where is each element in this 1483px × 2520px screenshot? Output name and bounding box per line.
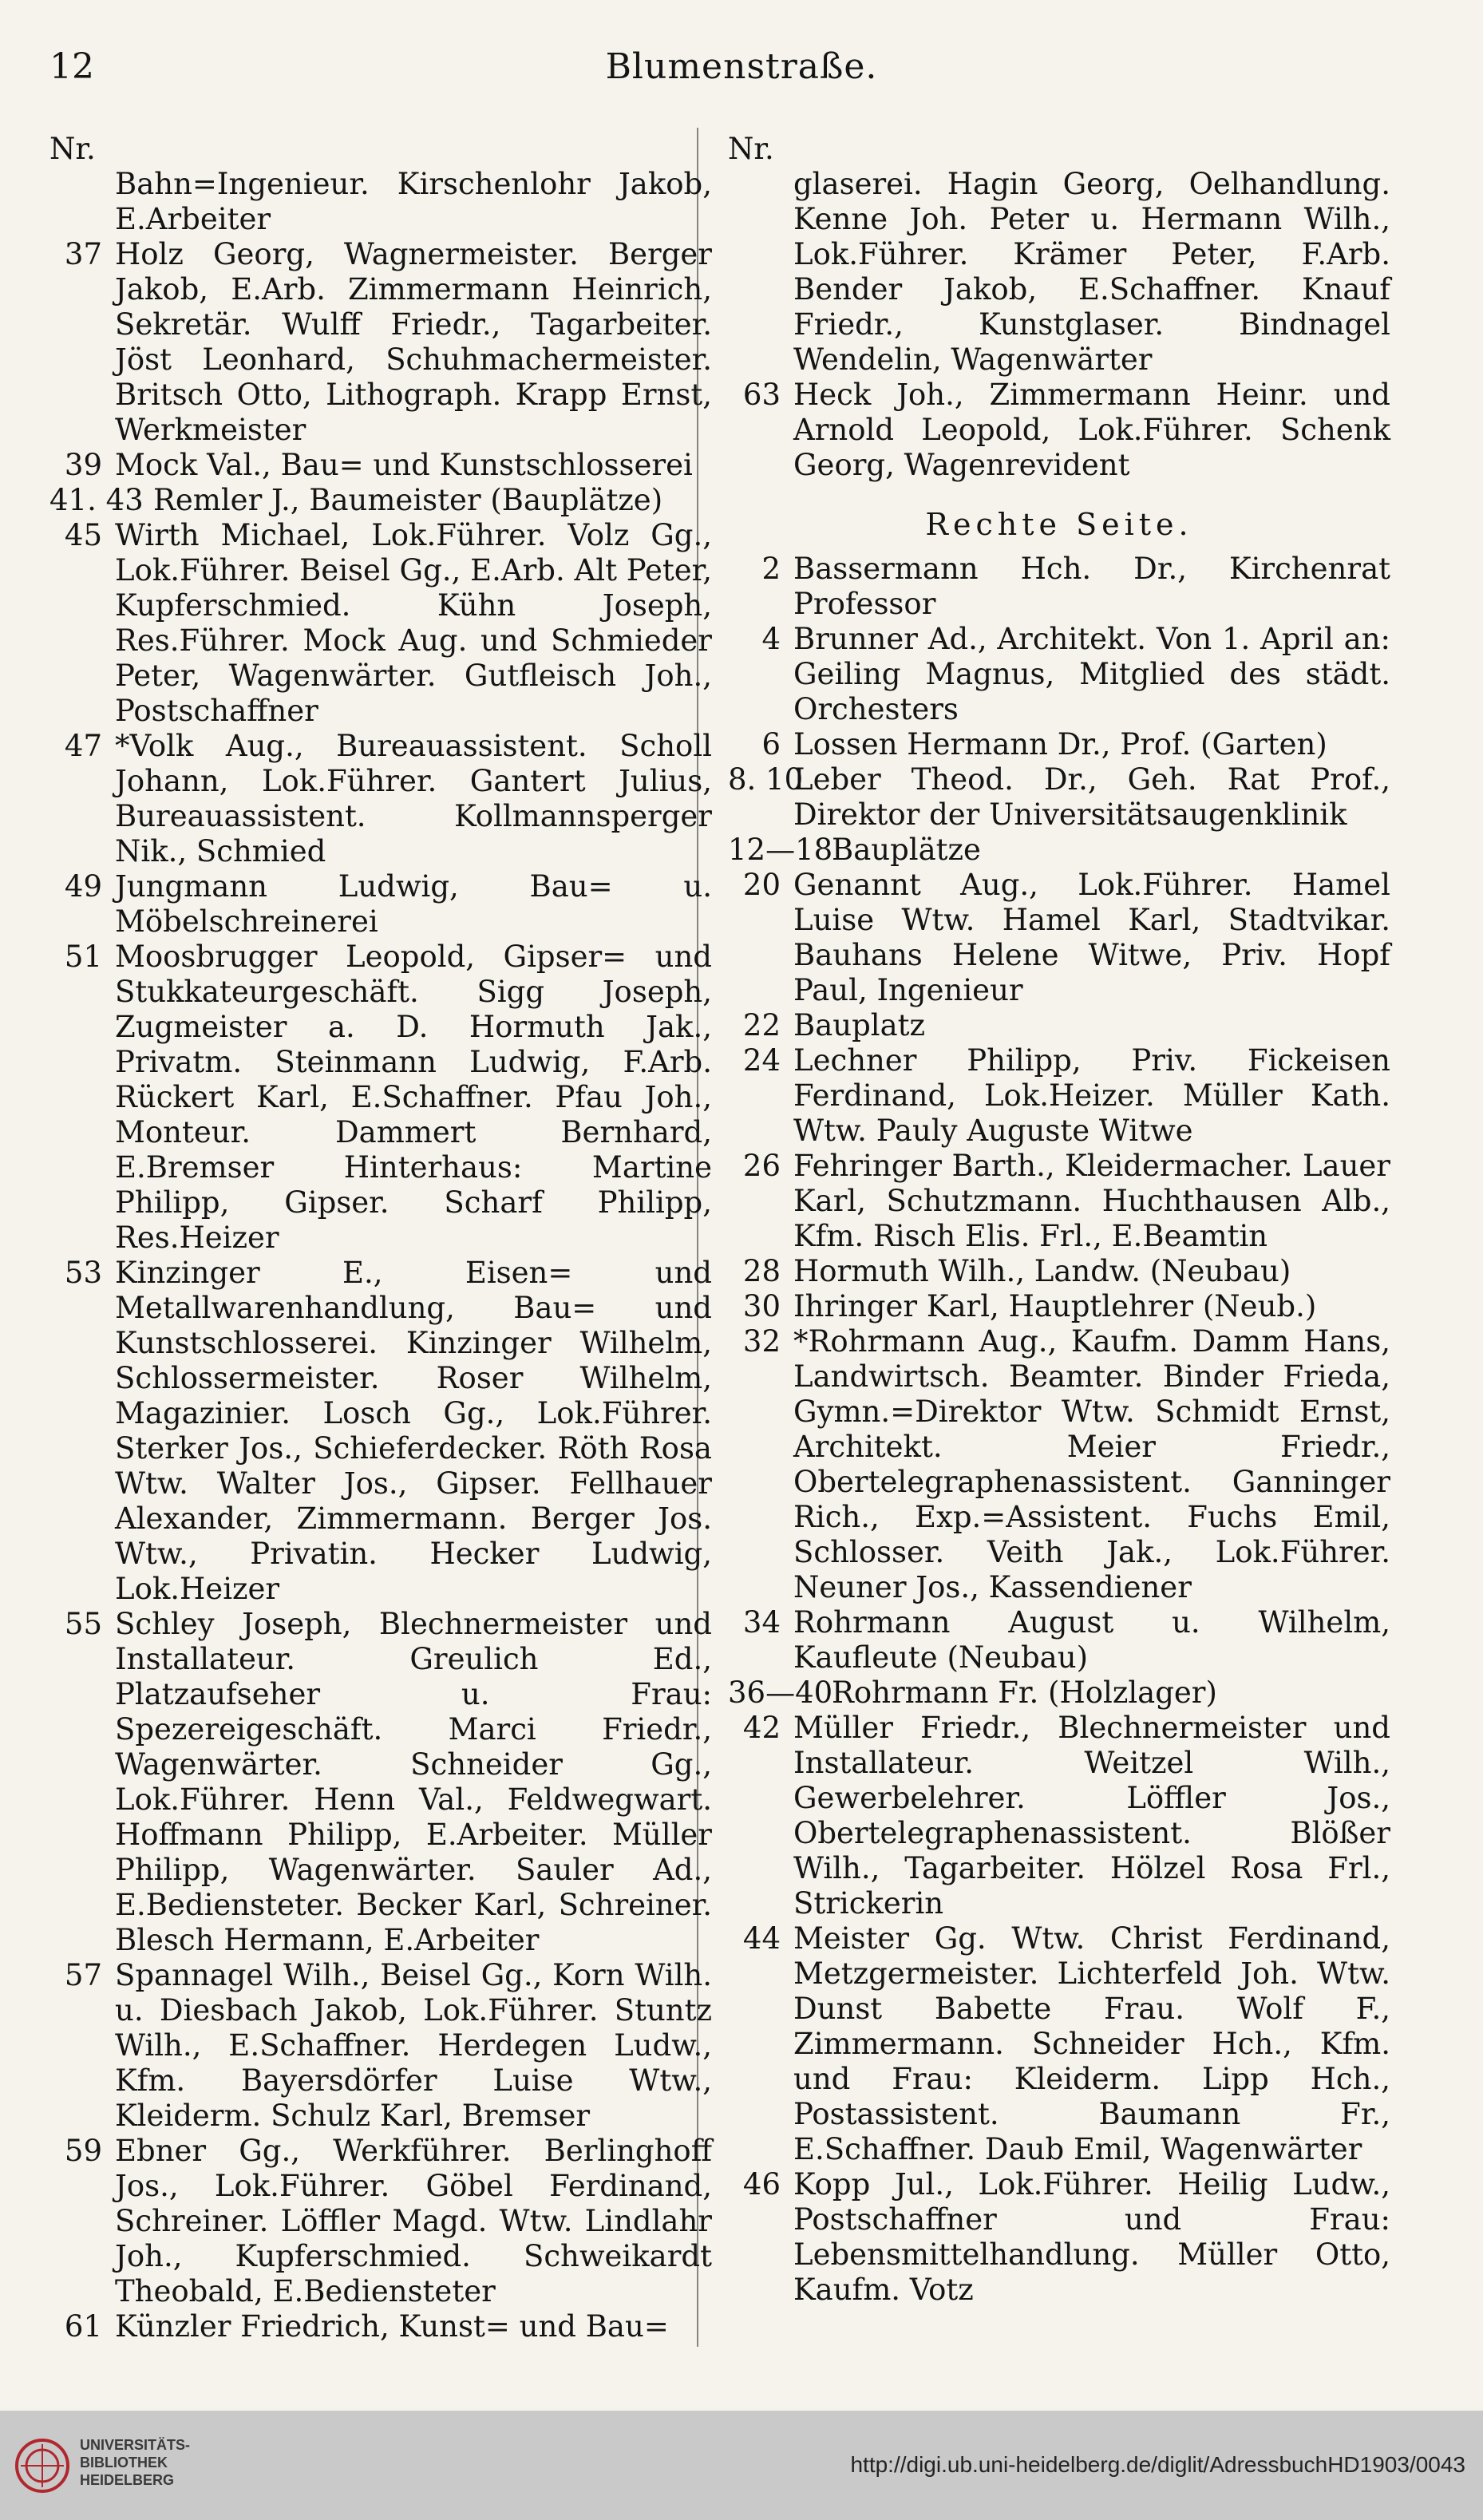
- house-number: 45: [64, 518, 102, 552]
- house-number: 41. 43: [49, 483, 144, 517]
- house-number: 6: [761, 727, 781, 762]
- page-number: 12: [49, 46, 94, 87]
- directory-entry: [49, 448, 712, 483]
- resident-list: Bassermann Hch. Dr., Kirchenrat Professor: [793, 552, 1390, 621]
- house-number: 39: [64, 448, 102, 482]
- resident-list: Remler J., Baumeister (Bauplätze): [153, 483, 663, 517]
- directory-entry: [728, 167, 1390, 378]
- house-number: [728, 167, 793, 378]
- resident-list: Heck Joh., Zimmermann Heinr. und Arnold Leopold, Lok.Führer. Schenk Georg, Wagenrevident: [793, 378, 1390, 482]
- house-number: 22: [742, 1008, 781, 1042]
- left-column: [49, 132, 712, 2344]
- resident-list: *Rohrmann Aug., Kaufm. Damm Hans, Landwirtsch. Beamter. Binder Frieda, Gymn.=Direktor Wtw. Schmidt Ernst, Architekt. Meier Friedr., Obertelegraphenassistent. Ganninger Rich., Exp.=Assistent. Fuchs Emil, Schlosser. Veith Jak., Lok.Führer. Neuner Jos., Kassendiener: [793, 1324, 1390, 1604]
- resident-list: Genannt Aug., Lok.Führer. Hamel Luise Wtw. Hamel Karl, Stadtvikar. Bauhans Helene Witwe, Priv. Hopf Paul, Ingenieur: [793, 868, 1390, 1007]
- source-url-link[interactable]: http://digi.ub.uni-heidelberg.de/diglit/AdressbuchHD1903/0043: [850, 2452, 1465, 2477]
- resident-list: Ihringer Karl, Hauptlehrer (Neub.): [793, 1289, 1317, 1323]
- house-number: 55: [64, 1607, 102, 1641]
- directory-entry: [49, 237, 712, 448]
- house-number: 57: [64, 1958, 102, 1992]
- right-nr-label: Nr.: [728, 132, 774, 166]
- resident-list: Bauplätze: [832, 833, 981, 867]
- directory-entry: [728, 1289, 1390, 1324]
- left-entries: [49, 167, 712, 2344]
- resident-list: Moosbrugger Leopold, Gipser= und Stukkateurgeschäft. Sigg Joseph, Zugmeister a. D. Hormuth Jak., Privatm. Steinmann Ludwig, F.Arb. Rückert Karl, E.Schaffner. Pfau Joh., Monteur. Dammert Bernhard, E.Bremser Hinterhaus: Martine Philipp, Gipser. Scharf Philipp, Res.Heizer: [115, 940, 712, 1255]
- directory-entry: [728, 868, 1390, 1008]
- directory-entry: [728, 2167, 1390, 2308]
- resident-list: Brunner Ad., Architekt. Von 1. April an: Geiling Magnus, Mitglied des städt. Orchesters: [793, 622, 1390, 726]
- resident-list: Rohrmann August u. Wilhelm, Kaufleute (Neubau): [793, 1605, 1390, 1675]
- right-column: [728, 132, 1390, 2308]
- right-entries-bottom: [728, 552, 1390, 2308]
- resident-list: Lechner Philipp, Priv. Fickeisen Ferdinand, Lok.Heizer. Müller Kath. Wtw. Pauly Auguste Witwe: [793, 1043, 1390, 1148]
- directory-entry: [49, 1958, 712, 2134]
- house-number: 51: [64, 940, 102, 974]
- directory-entry: [49, 869, 712, 940]
- directory-entry: [49, 940, 712, 1256]
- directory-entry: [49, 167, 712, 237]
- directory-entry: [728, 1324, 1390, 1605]
- house-number: 37: [64, 237, 102, 271]
- directory-entry: [728, 1254, 1390, 1289]
- footer-bar: [0, 2411, 1483, 2520]
- house-number: 59: [64, 2134, 102, 2168]
- resident-list: Wirth Michael, Lok.Führer. Volz Gg., Lok.Führer. Beisel Gg., E.Arb. Alt Peter, Kupferschmied. Kühn Joseph, Res.Führer. Mock Aug. und Schmieder Peter, Wagenwärter. Gutfleisch Joh., Postschaffner: [115, 518, 712, 728]
- directory-entry: [728, 552, 1390, 622]
- directory-entry: [728, 1675, 1390, 1711]
- directory-entry: [728, 833, 1390, 868]
- house-number: 8. 10: [728, 762, 804, 797]
- resident-list: Jungmann Ludwig, Bau= u. Möbelschreinerei: [115, 869, 712, 939]
- house-number: 34: [742, 1605, 781, 1640]
- resident-list: Fehringer Barth., Kleidermacher. Lauer Karl, Schutzmann. Huchthausen Alb., Kfm. Risch Elis. Frl., E.Beamtin: [793, 1149, 1390, 1253]
- house-number: 61: [64, 2309, 102, 2344]
- house-number: 63: [742, 378, 781, 412]
- resident-list: Künzler Friedrich, Kunst= und Bau=: [115, 2309, 669, 2344]
- directory-entry: [49, 483, 712, 518]
- resident-list: Rohrmann Fr. (Holzlager): [832, 1675, 1217, 1710]
- directory-entry: [728, 1043, 1390, 1149]
- directory-entry: [728, 762, 1390, 833]
- resident-list: Kopp Jul., Lok.Führer. Heilig Ludw., Postschaffner und Frau: Lebensmittelhandlung. Müller Otto, Kaufm. Votz: [793, 2167, 1390, 2307]
- directory-entry: [728, 1149, 1390, 1254]
- house-number: 20: [742, 868, 781, 902]
- house-number: 30: [742, 1289, 781, 1323]
- right-entries-top: [728, 167, 1390, 483]
- university-seal-icon: [14, 2438, 70, 2494]
- resident-list: Lossen Hermann Dr., Prof. (Garten): [793, 727, 1327, 762]
- directory-entry: [728, 1008, 1390, 1043]
- resident-list: Spannagel Wilh., Beisel Gg., Korn Wilh. u. Diesbach Jakob, Lok.Führer. Stuntz Wilh., E.Schaffner. Herdegen Ludw., Kfm. Bayersdörfer Luise Wtw., Kleiderm. Schulz Karl, Bremser: [115, 1958, 712, 2133]
- page-title: Blumenstraße.: [605, 46, 878, 87]
- directory-entry: [49, 2309, 712, 2344]
- house-number: 4: [761, 622, 781, 656]
- house-number: 28: [742, 1254, 781, 1288]
- house-number: 49: [64, 869, 102, 904]
- resident-list: Müller Friedr., Blechnermeister und Installateur. Weitzel Wilh., Gewerbelehrer. Löffler Jos., Obertelegraphenassistent. Blößer Wilh., Tagarbeiter. Hölzel Rosa Frl., Strickerin: [793, 1711, 1390, 1921]
- resident-list: Meister Gg. Wtw. Christ Ferdinand, Metzgermeister. Lichterfeld Joh. Wtw. Dunst Babette Frau. Wolf F., Zimmermann. Schneider Hch., Kfm. und Frau: Kleiderm. Lipp Hch., Postassistent. Baumann Fr., E.Schaffner. Daub Emil, Wagenwärter: [793, 1921, 1390, 2166]
- resident-list: *Volk Aug., Bureauassistent. Scholl Johann, Lok.Führer. Gantert Julius, Bureauassistent. Kollmannsperger Nik., Schmied: [115, 729, 712, 868]
- resident-list: Holz Georg, Wagnermeister. Berger Jakob, E.Arb. Zimmermann Heinrich, Sekretär. Wulff Friedr., Tagarbeiter. Jöst Leonhard, Schuhmachermeister. Britsch Otto, Lithograph. Krapp Ernst, Werkmeister: [115, 237, 712, 447]
- directory-entry: [728, 1711, 1390, 1921]
- resident-list: Schley Joseph, Blechnermeister und Installateur. Greulich Ed., Platzaufseher u. Frau: Spezereigeschäft. Marci Friedr., Wagenwärter. Schneider Gg., Lok.Führer. Henn Val., Feldwegwart. Hoffmann Philipp, E.Arbeiter. Müller Philipp, Wagenwärter. Sauler Ad., E.Bediensteter. Becker Karl, Schreiner. Blesch Hermann, E.Arbeiter: [115, 1607, 712, 1957]
- resident-list: Hormuth Wilh., Landw. (Neubau): [793, 1254, 1291, 1288]
- resident-list: Kinzinger E., Eisen= und Metallwarenhandlung, Bau= und Kunstschlosserei. Kinzinger Wilhelm, Schlossermeister. Roser Wilhelm, Magazinier. Losch Gg., Lok.Führer. Sterker Jos., Schieferdecker. Röth Rosa Wtw. Walter Jos., Gipser. Fellhauer Alexander, Zimmermann. Berger Jos. Wtw., Privatin. Hecker Ludwig, Lok.Heizer: [115, 1256, 712, 1606]
- house-number: 24: [742, 1043, 781, 1078]
- library-logo-text: UNIVERSITÄTS- BIBLIOTHEK HEIDELBERG: [80, 2437, 191, 2488]
- house-number: 44: [742, 1921, 781, 1956]
- directory-entry: [728, 1605, 1390, 1675]
- directory-entry: [49, 1607, 712, 1958]
- resident-list: Mock Val., Bau= und Kunstschlosserei: [115, 448, 693, 482]
- directory-entry: [49, 2134, 712, 2309]
- directory-entry: [49, 518, 712, 729]
- directory-entry: [728, 622, 1390, 727]
- resident-list: Leber Theod. Dr., Geh. Rat Prof., Direktor der Universitätsaugenklinik: [793, 762, 1390, 832]
- directory-entry: [49, 1256, 712, 1607]
- house-number: 26: [742, 1149, 781, 1183]
- resident-list: Ebner Gg., Werkführer. Berlinghoff Jos., Lok.Führer. Göbel Ferdinand, Schreiner. Löffler Magd. Wtw. Lindlahr Joh., Kupferschmied. Schweikardt Theobald, E.Bediensteter: [115, 2134, 712, 2308]
- directory-entry: [728, 727, 1390, 762]
- resident-list: Bauplatz: [793, 1008, 926, 1042]
- house-number: 46: [742, 2167, 781, 2202]
- house-number: 32: [742, 1324, 781, 1359]
- house-number: 36—40: [728, 1675, 833, 1710]
- directory-entry: [49, 729, 712, 869]
- directory-entry: [728, 1921, 1390, 2167]
- resident-list: glaserei. Hagin Georg, Oelhandlung. Kenne Joh. Peter u. Hermann Wilh., Lok.Führer. Krämer Peter, F.Arb. Bender Jakob, E.Schaffner. Knauf Friedr., Kunstglaser. Bindnagel Wendelin, Wagenwärter: [793, 167, 1390, 377]
- house-number: 53: [64, 1256, 102, 1290]
- house-number: 12—18: [728, 833, 833, 867]
- resident-list: Bahn=Ingenieur. Kirschenlohr Jakob, E.Arbeiter: [115, 167, 712, 236]
- house-number: [49, 167, 115, 237]
- left-nr-label: Nr.: [49, 132, 96, 166]
- house-number: 2: [761, 552, 781, 586]
- house-number: 47: [64, 729, 102, 763]
- directory-entry: [728, 378, 1390, 483]
- house-number: 42: [742, 1711, 781, 1745]
- section-heading: Rechte Seite.: [925, 507, 1193, 542]
